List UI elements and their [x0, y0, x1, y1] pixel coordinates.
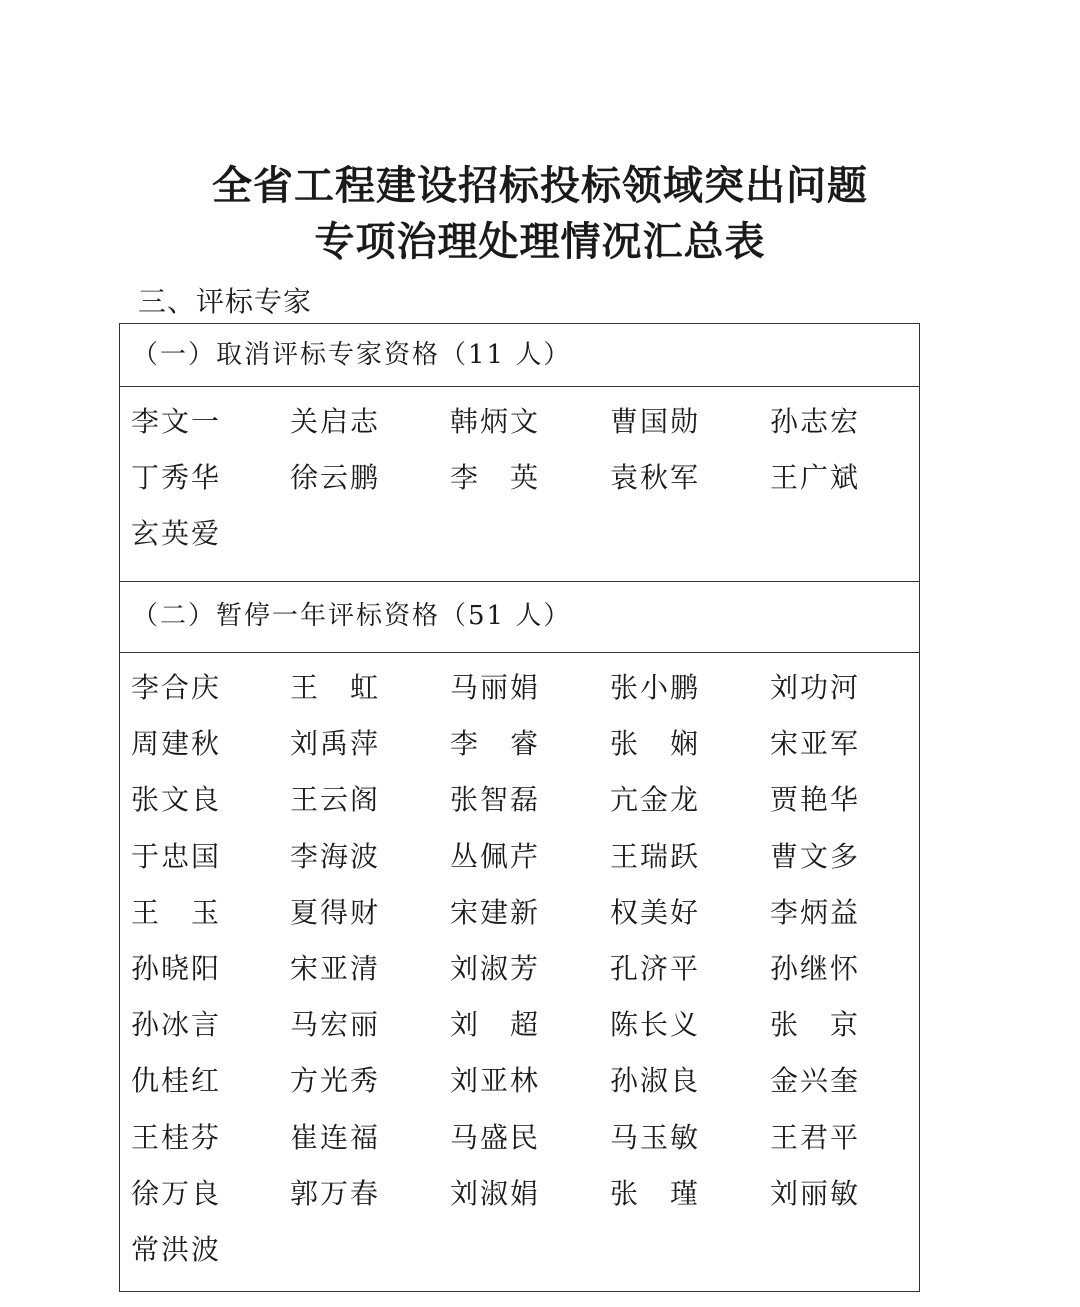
expert-name: 崔连福 [290, 1120, 381, 1154]
expert-name: 周建秋 [131, 727, 222, 761]
expert-name: 郭万春 [290, 1176, 381, 1210]
expert-name: 徐云鹏 [290, 461, 381, 495]
expert-name: 仇桂红 [131, 1064, 222, 1098]
expert-name: 王云阁 [290, 783, 381, 817]
expert-name: 张 娴 [610, 727, 701, 761]
expert-name: 王君平 [770, 1120, 861, 1154]
expert-name: 陈长义 [610, 1008, 701, 1042]
expert-name: 刘禹萍 [290, 727, 381, 761]
expert-name: 袁秋军 [610, 461, 701, 495]
expert-name: 孙继怀 [770, 952, 861, 985]
expert-name: 刘淑娟 [450, 1176, 541, 1210]
expert-name: 李 睿 [450, 727, 541, 761]
expert-name: 徐万良 [131, 1176, 222, 1210]
expert-name: 马丽娟 [450, 671, 541, 704]
expert-name: 曹国勋 [610, 405, 701, 438]
expert-name: 刘丽敏 [770, 1176, 861, 1210]
expert-name: 马玉敏 [610, 1120, 701, 1154]
expert-name: 孙冰言 [131, 1008, 222, 1042]
group-2-heading: （二）暂停一年评标资格（51 人） [120, 581, 919, 653]
expert-name: 韩炳文 [450, 405, 541, 438]
section-heading: 三、评标专家 [138, 285, 313, 318]
expert-name: 丛佩芹 [450, 839, 541, 873]
expert-name: 张 瑾 [610, 1176, 701, 1210]
expert-name: 孔济平 [610, 952, 701, 985]
expert-name: 曹文多 [770, 839, 861, 873]
expert-name: 权美好 [610, 895, 701, 929]
expert-name: 刘淑芳 [450, 952, 541, 985]
expert-table [119, 323, 920, 1292]
expert-name: 马盛民 [450, 1120, 541, 1154]
expert-name: 李文一 [131, 405, 222, 438]
expert-name: 王桂芬 [131, 1120, 222, 1154]
expert-name: 李合庆 [131, 671, 222, 704]
expert-name: 王 玉 [131, 895, 222, 929]
expert-name: 孙志宏 [770, 405, 861, 438]
expert-name: 方光秀 [290, 1064, 381, 1098]
expert-name: 马宏丽 [290, 1008, 381, 1042]
expert-name: 刘 超 [450, 1008, 541, 1042]
expert-name: 夏得财 [290, 895, 381, 929]
expert-name: 张文良 [131, 783, 222, 817]
expert-name: 李 英 [450, 461, 541, 495]
expert-name: 玄英爱 [131, 517, 222, 551]
group-1-heading: （一）取消评标专家资格（11 人） [120, 324, 919, 387]
expert-name: 张小鹏 [610, 671, 701, 704]
expert-name: 于忠国 [131, 839, 222, 873]
expert-name: 孙淑良 [610, 1064, 701, 1098]
expert-name: 刘亚林 [450, 1064, 541, 1098]
expert-name: 刘功河 [770, 671, 861, 704]
document-title-line-2: 专项治理处理情况汇总表 [314, 219, 766, 265]
document-title-line-1: 全省工程建设招标投标领域突出问题 [212, 163, 868, 209]
expert-name: 宋建新 [450, 895, 541, 929]
expert-name: 宋亚军 [770, 727, 861, 761]
expert-name: 宋亚清 [290, 952, 381, 985]
expert-name: 张智磊 [450, 783, 541, 817]
expert-name: 贾艳华 [770, 783, 861, 817]
expert-name: 王广斌 [770, 461, 861, 495]
expert-name: 孙晓阳 [131, 952, 222, 985]
expert-name: 亢金龙 [610, 783, 701, 817]
expert-name: 王瑞跃 [610, 839, 701, 873]
expert-name: 李海波 [290, 839, 381, 873]
expert-name: 李炳益 [770, 895, 861, 929]
expert-name: 丁秀华 [131, 461, 222, 495]
expert-name: 关启志 [290, 405, 381, 438]
expert-name: 金兴奎 [770, 1064, 861, 1098]
expert-name: 张 京 [770, 1008, 861, 1042]
expert-name: 常洪波 [131, 1233, 222, 1266]
expert-name: 王 虹 [290, 671, 381, 704]
